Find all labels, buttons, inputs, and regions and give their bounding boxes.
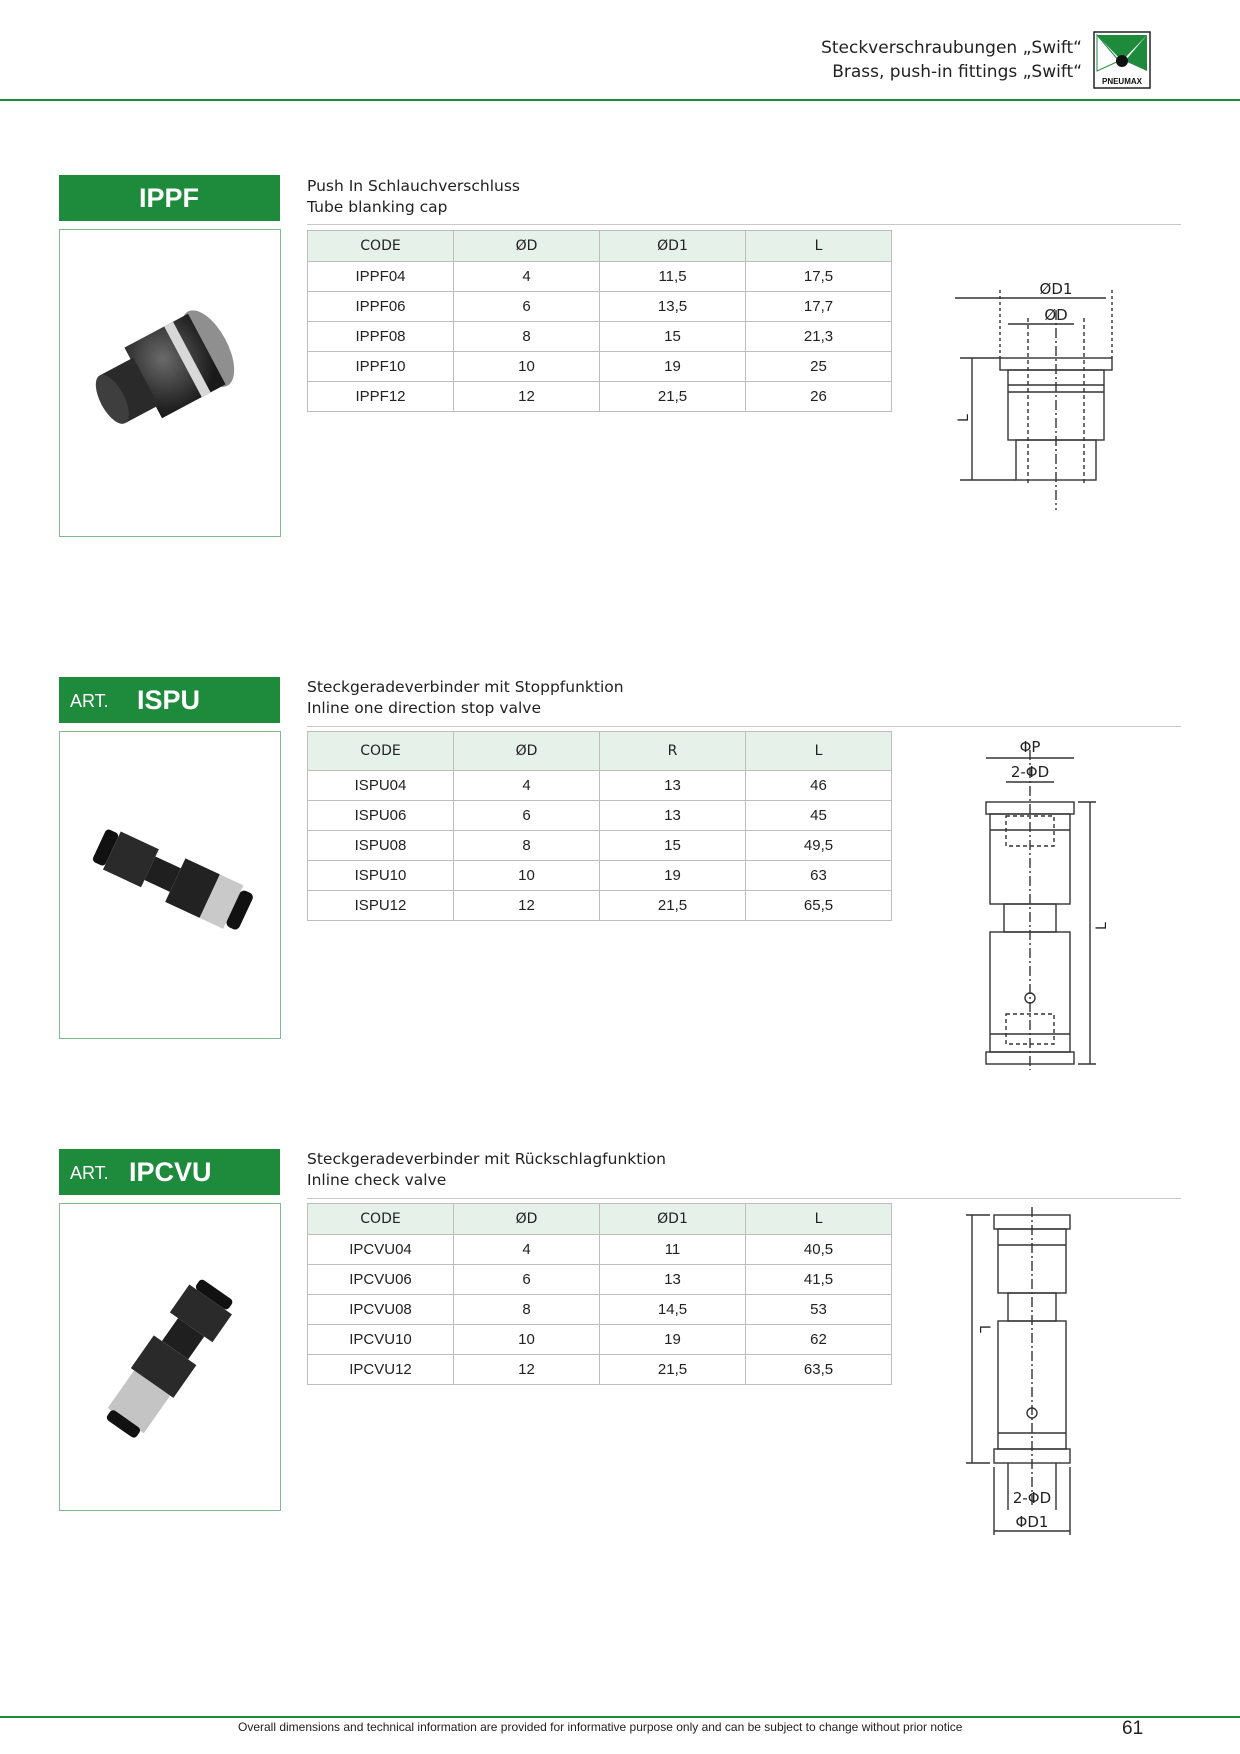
drawing-label: ØD1	[1039, 280, 1073, 298]
column-header: CODE	[308, 1204, 454, 1235]
table-cell: 13,5	[600, 292, 746, 322]
table-cell: 10	[454, 352, 600, 382]
product-photo-ipcvu	[59, 1203, 281, 1511]
section-rule	[307, 726, 1181, 727]
table-cell: 19	[600, 861, 746, 891]
description-en: Tube blanking cap	[307, 198, 448, 216]
table-cell: IPPF10	[308, 352, 454, 382]
product-tag-ipcvu	[59, 1149, 280, 1195]
table-cell: 63	[746, 861, 892, 891]
table-row	[308, 382, 892, 412]
table-cell: 4	[454, 771, 600, 801]
product-tag-ispu	[59, 677, 280, 723]
table-cell: 40,5	[746, 1235, 892, 1265]
table-cell: 17,7	[746, 292, 892, 322]
table-row	[308, 1235, 892, 1265]
product-description	[307, 1149, 666, 1191]
table-cell: 8	[454, 831, 600, 861]
table-cell: 46	[746, 771, 892, 801]
technical-drawing-ispu	[970, 730, 1120, 1075]
table-cell: 10	[454, 861, 600, 891]
table-header-row	[308, 732, 892, 771]
product-photo-ispu	[59, 731, 281, 1039]
art-label: ART.	[70, 1163, 109, 1183]
table-row	[308, 1265, 892, 1295]
drawing-label: L	[976, 1325, 992, 1333]
section-rule	[307, 1198, 1181, 1199]
table-cell: 13	[600, 1265, 746, 1295]
table-cell: 12	[454, 891, 600, 921]
table-cell: 8	[454, 1295, 600, 1325]
table-row	[308, 1295, 892, 1325]
table-cell: 21,5	[600, 382, 746, 412]
table-cell: 4	[454, 1235, 600, 1265]
table-cell: 10	[454, 1325, 600, 1355]
product-code: ISPU	[137, 685, 201, 715]
table-cell: 19	[600, 1325, 746, 1355]
column-header: ØD1	[600, 1204, 746, 1235]
table-header-row	[308, 231, 892, 262]
table-row	[308, 891, 892, 921]
drawing-label: L	[956, 414, 972, 422]
spec-table-ispu	[307, 731, 892, 921]
description-de: Steckgeradeverbinder mit Rückschlagfunktion	[307, 1150, 666, 1168]
header-rule	[0, 99, 1240, 101]
table-cell: IPPF12	[308, 382, 454, 412]
header-title-en: Brass, push-in fittings „Swift“	[832, 62, 1082, 82]
column-header: L	[746, 1204, 892, 1235]
table-cell: ISPU10	[308, 861, 454, 891]
table-cell: 62	[746, 1325, 892, 1355]
product-code: IPPF	[139, 183, 200, 213]
table-row	[308, 1325, 892, 1355]
column-header: CODE	[308, 732, 454, 771]
art-label: ART.	[70, 691, 109, 711]
footer-disclaimer: Overall dimensions and technical information are provided for informative purpose only and can be subject to change without prior notice	[238, 1720, 963, 1734]
table-cell: 45	[746, 801, 892, 831]
table-cell: IPPF06	[308, 292, 454, 322]
table-cell: IPCVU04	[308, 1235, 454, 1265]
drawing-label: 2-ΦD	[1010, 763, 1050, 781]
column-header: ØD	[454, 1204, 600, 1235]
table-cell: 17,5	[746, 262, 892, 292]
table-cell: 21,3	[746, 322, 892, 352]
table-cell: 8	[454, 322, 600, 352]
column-header: ØD	[454, 231, 600, 262]
drawing-label: 2-ΦD	[1012, 1489, 1052, 1507]
table-cell: IPPF08	[308, 322, 454, 352]
header-title	[821, 36, 1082, 84]
column-header: ØD1	[600, 231, 746, 262]
table-cell: 11,5	[600, 262, 746, 292]
product-description	[307, 176, 520, 218]
table-row	[308, 322, 892, 352]
table-header-row	[308, 1204, 892, 1235]
table-cell: 12	[454, 1355, 600, 1385]
table-cell: 15	[600, 831, 746, 861]
table-cell: IPPF04	[308, 262, 454, 292]
section-rule	[307, 224, 1181, 225]
table-cell: 6	[454, 292, 600, 322]
table-row	[308, 771, 892, 801]
table-cell: IPCVU10	[308, 1325, 454, 1355]
table-cell: 14,5	[600, 1295, 746, 1325]
table-cell: 26	[746, 382, 892, 412]
table-cell: 12	[454, 382, 600, 412]
table-cell: ISPU12	[308, 891, 454, 921]
table-cell: IPCVU08	[308, 1295, 454, 1325]
drawing-label: ØD	[1044, 306, 1068, 324]
table-cell: 13	[600, 801, 746, 831]
column-header: ØD	[454, 732, 600, 771]
technical-drawing-ipcvu	[960, 1205, 1100, 1535]
product-tag-ippf	[59, 175, 280, 221]
spec-table-ipcvu	[307, 1203, 892, 1385]
table-row	[308, 861, 892, 891]
footer-rule	[0, 1716, 1240, 1718]
drawing-label: ΦP	[1019, 738, 1041, 756]
table-row	[308, 352, 892, 382]
logo-text: PNEUMAX	[1101, 77, 1143, 86]
table-cell: 11	[600, 1235, 746, 1265]
product-code: IPCVU	[129, 1157, 212, 1187]
page-number: 61	[1122, 1718, 1144, 1739]
table-cell: 21,5	[600, 891, 746, 921]
table-row	[308, 262, 892, 292]
table-cell: IPCVU12	[308, 1355, 454, 1385]
table-cell: 19	[600, 352, 746, 382]
column-header: L	[746, 231, 892, 262]
table-cell: ISPU06	[308, 801, 454, 831]
column-header: CODE	[308, 231, 454, 262]
drawing-label: L	[1094, 922, 1110, 930]
header-title-de: Steckverschraubungen „Swift“	[821, 38, 1082, 58]
product-photo-ippf	[59, 229, 281, 537]
table-cell: 6	[454, 1265, 600, 1295]
table-cell: IPCVU06	[308, 1265, 454, 1295]
product-description	[307, 677, 624, 719]
table-row	[308, 1355, 892, 1385]
description-en: Inline check valve	[307, 1171, 447, 1189]
table-row	[308, 801, 892, 831]
column-header: R	[600, 732, 746, 771]
drawing-label: ΦD1	[1015, 1513, 1049, 1531]
table-cell: 21,5	[600, 1355, 746, 1385]
table-cell: 65,5	[746, 891, 892, 921]
table-cell: 41,5	[746, 1265, 892, 1295]
table-cell: ISPU08	[308, 831, 454, 861]
description-en: Inline one direction stop valve	[307, 699, 542, 717]
technical-drawing-ippf	[950, 270, 1120, 520]
table-cell: 15	[600, 322, 746, 352]
pneumax-logo	[1093, 31, 1151, 89]
table-row	[308, 831, 892, 861]
spec-table-ippf	[307, 230, 892, 412]
table-cell: ISPU04	[308, 771, 454, 801]
description-de: Push In Schlauchverschluss	[307, 177, 520, 195]
table-cell: 6	[454, 801, 600, 831]
column-header: L	[746, 732, 892, 771]
table-cell: 13	[600, 771, 746, 801]
table-cell: 49,5	[746, 831, 892, 861]
table-cell: 53	[746, 1295, 892, 1325]
table-cell: 63,5	[746, 1355, 892, 1385]
description-de: Steckgeradeverbinder mit Stoppfunktion	[307, 678, 624, 696]
table-cell: 4	[454, 262, 600, 292]
table-row	[308, 292, 892, 322]
table-cell: 25	[746, 352, 892, 382]
